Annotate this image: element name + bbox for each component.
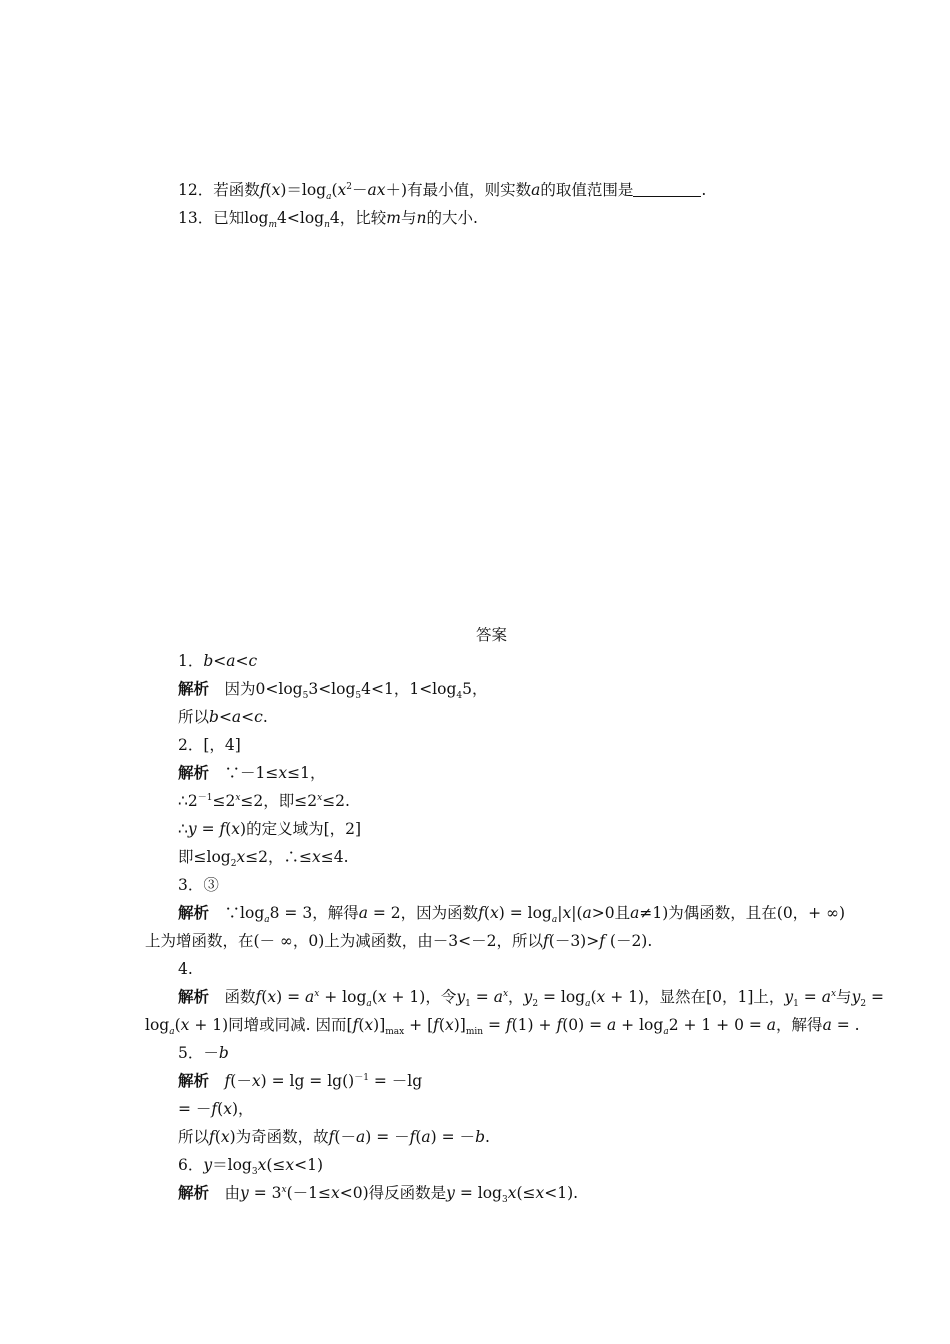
answer-3-continued: 上为增函数，在(－ ∞，0)上为减函数，由－3<－2，所以f(－3)>f (－2).: [145, 932, 653, 950]
answers-title: 答案: [475, 626, 507, 644]
answer-5: 5．－b: [178, 1044, 229, 1062]
answer-6-explanation: 解析 由$y = 3^x(-1\le x<0)$得反函数是$y = \log_3x(\le x<1)$.: [178, 1183, 579, 1206]
answer-4-continued: $\log_a(x + 1)$同增或同减. 因而$[f(x)]_{max} + [f(x)]_{min} = f(1) + f(0) = a + \log_a2 + 1 + 0 = a$，解得a = .: [145, 1016, 860, 1038]
answer-1-conclusion: 所以b<a<c.: [178, 708, 268, 726]
answer-5-step-2: = －f(x)，: [178, 1100, 254, 1118]
answer-blank: [633, 182, 701, 197]
answer-2-explanation: 解析 ∵－1≤x≤1，: [178, 763, 326, 782]
answer-2: 2．[，4]: [178, 736, 241, 754]
answer-6: 6．$y=\log_3x(\le x<1)$: [178, 1156, 324, 1178]
answer-5-conclusion: 所以f(x)为奇函数，故f(－a) = －f(a) = －b.: [178, 1128, 490, 1146]
answer-2-step-2: $\therefore 2^{-1}\le 2^x\le 2$，即$\le 2^x\le 2$.: [178, 792, 350, 810]
answer-3-explanation: 解析 $\because\log_a8 = 3$，解得a = 2，因为函数$f(x) = \log_a|x|(a>0$且a≠1)为偶函数，且在(0，+ ∞): [178, 903, 846, 926]
answer-2-step-3: ∴y = f(x)的定义域为[，2]: [178, 820, 362, 838]
question-13: 13．已知$\log_m4<\log_n4$，比较m与n的大小.: [178, 209, 478, 231]
answer-2-step-4: 即$\le\log_2x\le 2$，∴≤x≤4.: [178, 848, 349, 870]
answer-4: 4.: [178, 960, 193, 978]
answer-3: 3．③: [178, 876, 219, 894]
answer-4-explanation: 解析 函数$f(x) = a^x + \log_a(x + 1)$，令$y_1 = a^x$，$y_2 = \log_a(x + 1)$，显然在[0，1]上，$y_1 = a^x$与$y_2$ =: [178, 987, 884, 1010]
answer-5-explanation: 解析 f(－x) = lg = lg()$^{-1}$ = －lg: [178, 1071, 423, 1090]
answer-1: 1．b<a<c: [178, 652, 258, 670]
answer-1-explanation: 解析 因为$0<\log_53<\log_54<1$，$1<\log_45$，: [178, 679, 488, 702]
question-12: 12．若函数$f(x)=\log_a(x^2-ax+)$有最小值，则实数a的取值范围是 .: [178, 181, 707, 203]
